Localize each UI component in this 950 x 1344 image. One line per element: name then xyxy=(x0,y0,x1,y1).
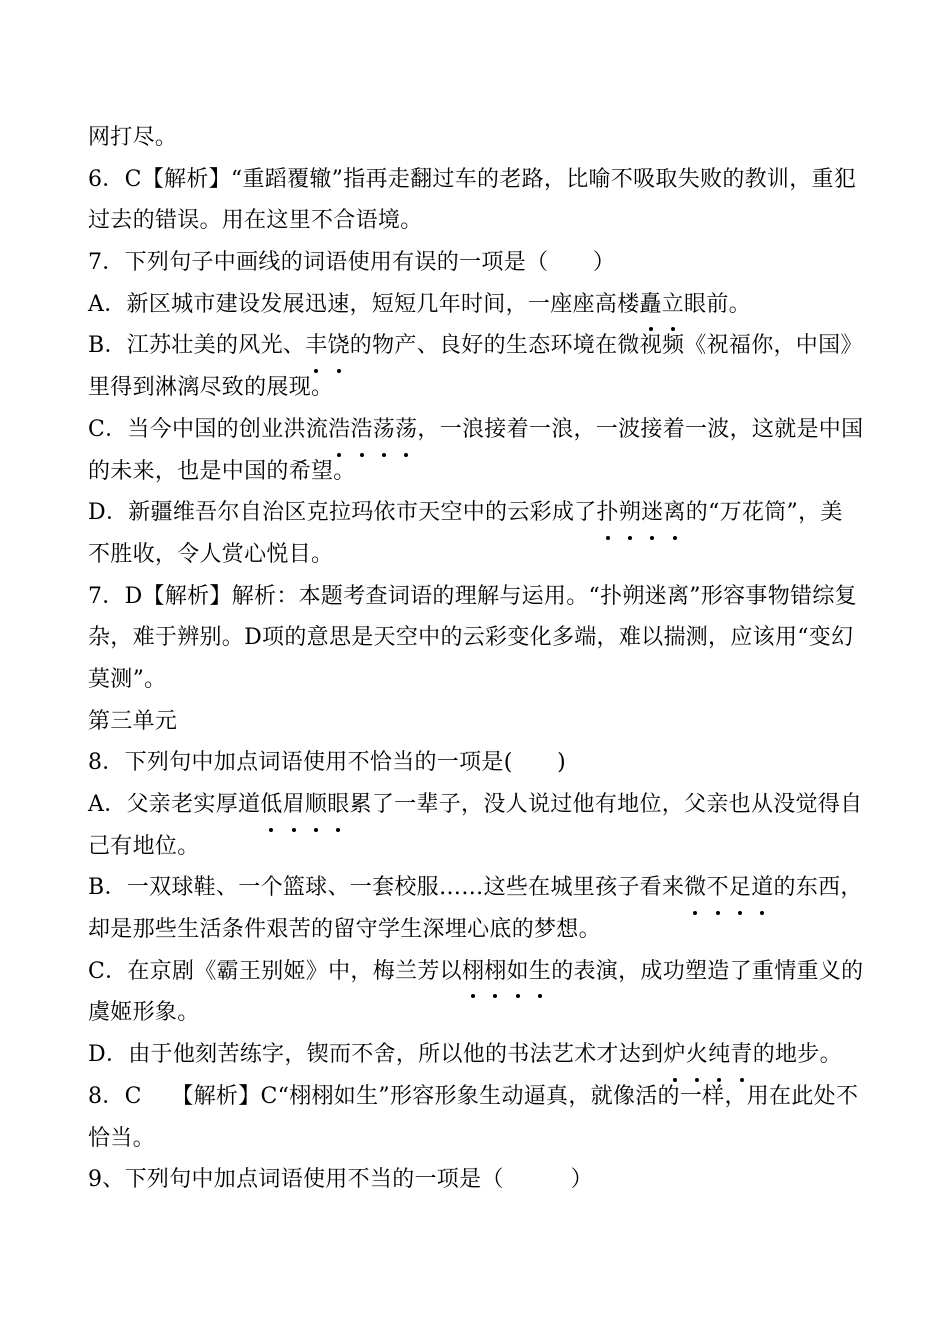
text-line: 不胜收，令人赏心悦目。 xyxy=(88,541,334,567)
emphasis-dot-char: 纯 xyxy=(708,1034,730,1076)
emphasis-dot-char: 扑 xyxy=(597,492,619,534)
option-line: D．由于他刻苦练字，锲而不舍，所以他的书法艺术才达到炉火纯青的地步。 xyxy=(88,1034,868,1076)
option-line: C．当今中国的创业洪流浩浩荡荡，一浪接着一浪，一波接着一波，这就是中国 xyxy=(88,409,868,451)
emphasis-dot-char: 矗 xyxy=(639,284,661,326)
emphasis-dot-char: 微 xyxy=(684,867,706,909)
text-line: 的未来，也是中国的希望。 xyxy=(88,458,356,484)
question-stem: 7．下列句子中画线的词语使用有误的一项是（ ） xyxy=(88,250,616,276)
text-line: 网打尽。 xyxy=(88,125,178,150)
emphasis-dot-char: 栩 xyxy=(484,951,506,993)
emphasis-dot-char: 顺 xyxy=(305,784,327,826)
emphasis-dot-char: 不 xyxy=(707,867,729,909)
emphasis-dot-char: 浩 xyxy=(328,409,350,451)
emphasis-dot-char: 饶 xyxy=(327,325,349,367)
section-heading: 第三单元 xyxy=(88,708,178,734)
emphasis-dot-char: 生 xyxy=(529,951,551,993)
emphasis-dot-char: 火 xyxy=(686,1034,708,1076)
emphasis-dot-char: 荡 xyxy=(373,409,395,451)
answer-explanation: 7．D【解析】解析：本题考查词语的理解与运用。“扑朔迷离”形容事物错综复 xyxy=(88,583,857,609)
emphasis-dot-char: 浩 xyxy=(350,409,372,451)
option-line: B．一双球鞋、一个篮球、一套校服……这些在城里孩子看来微不足道的东西， xyxy=(88,867,868,909)
option-line: D．新疆维吾尔自治区克拉玛依市天空中的云彩成了扑朔迷离的“万花筒”，美 xyxy=(88,492,868,534)
emphasis-dot-char: 迷 xyxy=(641,492,663,534)
text-line: 里得到淋漓尽致的展现。 xyxy=(88,375,334,401)
emphasis-dot-char: 道 xyxy=(751,867,773,909)
document-page xyxy=(88,117,868,1201)
emphasis-dot-char: 如 xyxy=(507,951,529,993)
text-line: 莫测”。 xyxy=(88,666,167,692)
emphasis-dot-char: 炉 xyxy=(663,1034,685,1076)
question-stem: 8．下列句中加点词语使用不恰当的一项是( ) xyxy=(88,750,567,776)
emphasis-dot-char: 朔 xyxy=(619,492,641,534)
emphasis-dot-char: 低 xyxy=(260,784,282,826)
emphasis-dot-char: 栩 xyxy=(462,951,484,993)
emphasis-dot-char: 青 xyxy=(730,1034,752,1076)
text-line: 虞姬形象。 xyxy=(88,1000,200,1026)
answer-explanation: 8．C 【解析】C“栩栩如生”形容形象生动逼真，就像活的一样，用在此处不 xyxy=(88,1083,859,1109)
option-line: A．父亲老实厚道低眉顺眼累了一辈子，没人说过他有地位，父亲也从没觉得自 xyxy=(88,784,868,826)
text-line: 己有地位。 xyxy=(88,833,200,859)
emphasis-dot-char: 立 xyxy=(662,284,684,326)
text-line: 6．C【解析】“重蹈覆辙”指再走翻过车的老路，比喻不吸取失败的教训，重犯 xyxy=(88,166,857,192)
emphasis-dot-char: 足 xyxy=(729,867,751,909)
text-line: 杂，难于辨别。D项的意思是天空中的云彩变化多端，难以揣测，应该用“变幻 xyxy=(88,625,854,651)
option-line: A．新区城市建设发展迅速，短短几年时间，一座座高楼矗立眼前。 xyxy=(88,284,868,326)
text-line: 却是那些生活条件艰苦的留守学生深埋心底的梦想。 xyxy=(88,917,601,943)
emphasis-dot-char: 丰 xyxy=(305,325,327,367)
emphasis-dot-char: 眼 xyxy=(327,784,349,826)
emphasis-dot-char: 眉 xyxy=(283,784,305,826)
emphasis-dot-char: 离 xyxy=(663,492,685,534)
question-stem: 9、下列句中加点词语使用不当的一项是（ ） xyxy=(88,1167,593,1193)
option-line: C．在京剧《霸王别姬》中，梅兰芳以栩栩如生的表演，成功塑造了重情重义的 xyxy=(88,951,868,993)
option-line: B．江苏壮美的风光、丰饶的物产、良好的生态环境在微视频《祝福你，中国》 xyxy=(88,325,868,367)
text-line: 过去的错误。用在这里不合语境。 xyxy=(88,208,423,234)
text-line: 恰当。 xyxy=(88,1125,155,1151)
emphasis-dot-char: 荡 xyxy=(395,409,417,451)
